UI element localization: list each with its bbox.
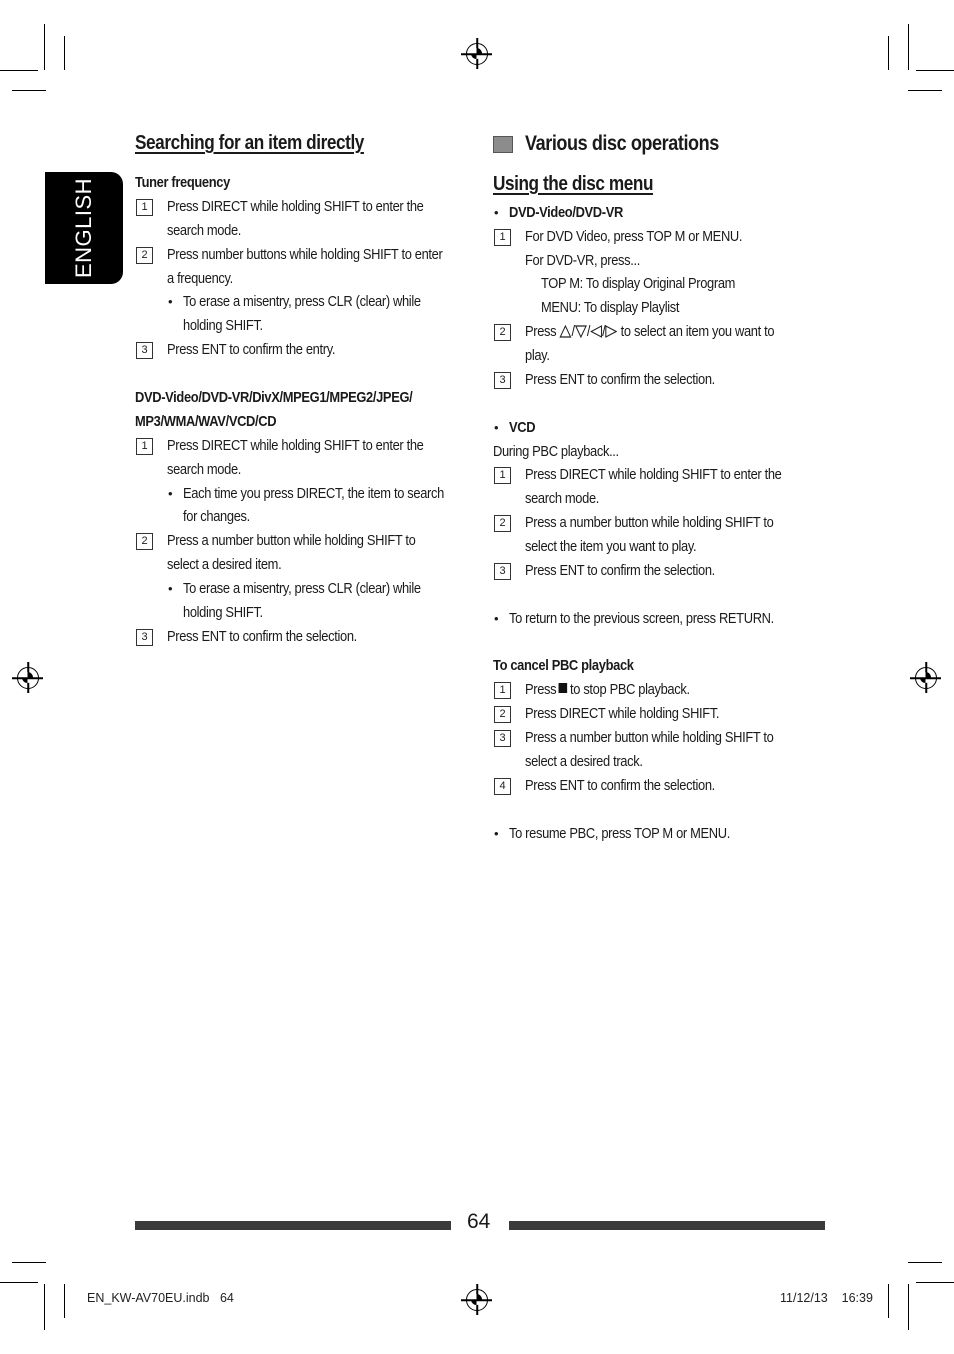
vcd-step3: Press ENT to confirm the selection. bbox=[525, 562, 715, 579]
bullet: • bbox=[494, 205, 499, 220]
disc-note2: holding SHIFT. bbox=[183, 604, 263, 621]
step-number: 3 bbox=[494, 563, 511, 580]
step-number: 2 bbox=[136, 533, 153, 550]
crop-mark bbox=[916, 70, 954, 71]
cancel-step1 bbox=[525, 678, 690, 702]
dvd-step2-press: Press bbox=[525, 323, 557, 340]
tuner-step2: a frequency. bbox=[167, 270, 233, 287]
crop-mark bbox=[908, 1284, 909, 1330]
registration-mark-icon bbox=[466, 43, 488, 65]
crop-mark bbox=[12, 90, 46, 91]
dvd-step2 bbox=[525, 320, 774, 344]
bullet: • bbox=[168, 486, 173, 501]
footer-date: 11/12/13 bbox=[780, 1291, 828, 1305]
step-number: 1 bbox=[494, 682, 511, 699]
up-triangle-icon bbox=[560, 325, 572, 338]
bullet: • bbox=[494, 420, 499, 435]
disc-note1: Each time you press DIRECT, the item to search bbox=[183, 485, 444, 502]
crop-mark bbox=[908, 90, 942, 91]
vcd-note: To return to the previous screen, press RETURN. bbox=[509, 610, 774, 627]
disc-note2: To erase a misentry, press CLR (clear) while bbox=[183, 580, 421, 597]
disc-step1: search mode. bbox=[167, 461, 242, 478]
section-square-icon bbox=[493, 136, 513, 153]
section-title: Various disc operations bbox=[525, 132, 719, 155]
cancel-note: To resume PBC, press TOP M or MENU. bbox=[509, 825, 730, 842]
step-number: 2 bbox=[494, 515, 511, 532]
disc-title: MP3/WMA/WAV/VCD/CD bbox=[135, 413, 277, 430]
cancel-step3: select a desired track. bbox=[525, 753, 643, 770]
tuner-step1: Press DIRECT while holding SHIFT to enter the bbox=[167, 198, 424, 215]
cancel-step3: Press a number button while holding SHIFT to bbox=[525, 729, 774, 746]
bullet: • bbox=[494, 826, 499, 841]
right-triangle-icon bbox=[605, 325, 617, 338]
crop-mark bbox=[916, 1282, 954, 1283]
vcd-step2: select the item you want to play. bbox=[525, 538, 697, 555]
step-number: 2 bbox=[494, 324, 511, 341]
crop-mark bbox=[888, 1284, 889, 1318]
crop-mark bbox=[888, 36, 889, 70]
vcd-step1: search mode. bbox=[525, 490, 600, 507]
step-number: 2 bbox=[136, 247, 153, 264]
step-number: 3 bbox=[494, 372, 511, 389]
dvd-step1: For DVD-VR, press... bbox=[525, 252, 640, 269]
footer-file bbox=[87, 1291, 234, 1305]
cancel-title: To cancel PBC playback bbox=[493, 657, 634, 674]
step-number: 1 bbox=[136, 438, 153, 455]
tuner-step1: search mode. bbox=[167, 222, 242, 239]
vcd-step1: Press DIRECT while holding SHIFT to enter the bbox=[525, 466, 782, 483]
cancel-step4: Press ENT to confirm the selection. bbox=[525, 777, 715, 794]
slash: / bbox=[571, 323, 575, 340]
crop-mark bbox=[0, 1282, 38, 1283]
dvd-step2-text: to select an item you want to bbox=[620, 323, 775, 340]
dvd-step1: For DVD Video, press TOP M or MENU. bbox=[525, 228, 743, 245]
left-triangle-icon bbox=[590, 325, 602, 338]
crop-mark bbox=[0, 70, 38, 71]
disc-step2: select a desired item. bbox=[167, 556, 282, 573]
step-number: 1 bbox=[136, 199, 153, 216]
disc-step1: Press DIRECT while holding SHIFT to enter the bbox=[167, 437, 424, 454]
footer-file-page: 64 bbox=[219, 1291, 234, 1305]
tuner-step2: Press number buttons while holding SHIFT to enter bbox=[167, 246, 443, 263]
bullet: • bbox=[168, 294, 173, 309]
stop-icon bbox=[559, 683, 568, 693]
step-number: 1 bbox=[494, 229, 511, 246]
tuner-title: Tuner frequency bbox=[135, 174, 230, 191]
registration-mark-icon bbox=[17, 667, 39, 689]
left-heading: Searching for an item directly bbox=[135, 132, 364, 154]
bullet: • bbox=[168, 581, 173, 596]
language-tab bbox=[45, 172, 123, 284]
registration-mark-icon bbox=[915, 667, 937, 689]
tuner-note: To erase a misentry, press CLR (clear) while bbox=[183, 293, 421, 310]
footer-timestamp bbox=[780, 1291, 873, 1305]
language-tab-label: ENGLISH bbox=[71, 177, 96, 279]
crop-mark bbox=[64, 1284, 65, 1318]
dvd-step1: MENU: To display Playlist bbox=[541, 299, 680, 316]
page-bar-left bbox=[135, 1221, 451, 1230]
dvd-step2: play. bbox=[525, 347, 550, 364]
crop-mark bbox=[44, 1284, 45, 1330]
dvd-step3: Press ENT to confirm the selection. bbox=[525, 371, 715, 388]
dvd-step1: TOP M: To display Original Program bbox=[541, 275, 736, 292]
tuner-step3: Press ENT to confirm the entry. bbox=[167, 341, 336, 358]
crop-mark bbox=[12, 1262, 46, 1263]
cancel-step1-press: Press bbox=[525, 681, 557, 698]
disc-note1: for changes. bbox=[183, 508, 250, 525]
cancel-step1-text: to stop PBC playback. bbox=[570, 681, 690, 698]
bullet: • bbox=[494, 611, 499, 626]
step-number: 3 bbox=[136, 629, 153, 646]
crop-mark bbox=[64, 36, 65, 70]
crop-mark bbox=[908, 1262, 942, 1263]
down-triangle-icon bbox=[575, 325, 587, 338]
tuner-note: holding SHIFT. bbox=[183, 317, 263, 334]
right-heading: Using the disc menu bbox=[493, 173, 654, 195]
vcd-title: VCD bbox=[509, 419, 536, 436]
disc-step2: Press a number button while holding SHIFT to bbox=[167, 532, 416, 549]
slash: / bbox=[602, 323, 606, 340]
step-number: 4 bbox=[494, 778, 511, 795]
step-number: 1 bbox=[494, 467, 511, 484]
slash: / bbox=[586, 323, 591, 340]
vcd-intro: During PBC playback... bbox=[493, 443, 619, 460]
disc-title: DVD-Video/DVD-VR/DivX/MPEG1/MPEG2/JPEG/ bbox=[135, 389, 413, 406]
step-number: 2 bbox=[494, 706, 511, 723]
footer-filename: EN_KW-AV70EU.indb bbox=[87, 1291, 210, 1305]
registration-mark-icon bbox=[466, 1289, 488, 1311]
dvd-title: DVD-Video/DVD-VR bbox=[509, 204, 623, 221]
step-number: 3 bbox=[494, 730, 511, 747]
disc-step3: Press ENT to confirm the selection. bbox=[167, 628, 357, 645]
cancel-step2: Press DIRECT while holding SHIFT. bbox=[525, 705, 720, 722]
page-bar-right bbox=[509, 1221, 825, 1230]
page-number: 64 bbox=[467, 1210, 491, 1233]
crop-mark bbox=[908, 24, 909, 70]
crop-mark bbox=[44, 24, 45, 70]
step-number: 3 bbox=[136, 342, 153, 359]
vcd-step2: Press a number button while holding SHIFT to bbox=[525, 514, 774, 531]
footer-time: 16:39 bbox=[841, 1291, 873, 1305]
